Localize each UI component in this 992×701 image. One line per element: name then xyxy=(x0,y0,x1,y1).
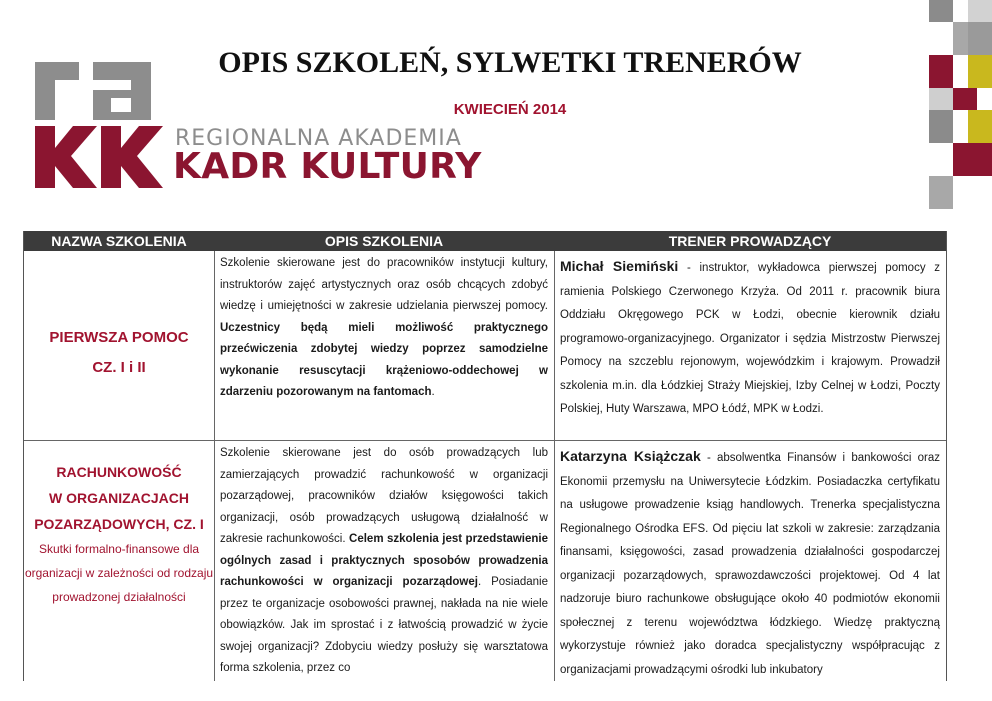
training-name-note: Skutki formalno-finansowe dla organizacji w zależności od rodzaju prowadzonej działalności xyxy=(24,542,214,604)
decor-square xyxy=(968,0,992,22)
training-name xyxy=(24,459,214,609)
trainer-name: Michał Siemiński xyxy=(560,258,679,274)
column-divider xyxy=(554,251,555,440)
page-date: KWIECIEŃ 2014 xyxy=(453,101,567,118)
training-name-line: CZ. I i II xyxy=(92,359,146,376)
logo-line-2: KADR KULTURY xyxy=(173,146,482,187)
decor-square xyxy=(953,88,977,110)
table-header xyxy=(24,231,946,251)
decor-square xyxy=(929,55,953,88)
training-description xyxy=(220,443,548,680)
trainer-profile xyxy=(560,445,940,681)
decor-square xyxy=(929,110,953,143)
decor-square xyxy=(968,110,992,143)
logo-kk-mark xyxy=(33,122,173,192)
page-title: OPIS SZKOLEŃ, SYLWETKI TRENERÓW xyxy=(218,46,802,79)
trainer-bio: - instruktor, wykładowca pierwszej pomocy z ramienia Polskiego Czerwonego Krzyża. Od 2011 r. pracownik biura Oddziału Okręgowego PCK w Łodzi, obecnie kierownik działu programowo-organizacyjnego. Organizator i sędzia Mistrzostw Pierwszej Pomocy na szczeblu rejonowym, wojewódzkim i krajowym. Prowadził szkolenia m.in. dla Łódzkiej Straży Miejskiej, Izby Celnej w Łodzi, Poczty Polskiej, Huty Warszawa, MPO Łódź, MPK w Łodzi. xyxy=(560,262,940,415)
logo-ra-mark xyxy=(33,58,173,122)
description-text: Szkolenie skierowane jest do pracowników instytucji kultury, instruktorów zajęć artystycznych oraz osób chcących zdobyć wiedzę i umiejętności w zakresie udzielania pierwszej pomocy. xyxy=(220,257,548,312)
training-name-line: RACHUNKOWOŚĆ xyxy=(56,464,182,480)
description-text: . xyxy=(431,386,435,398)
description-highlight: Uczestnicy będą mieli możliwość praktycznego przećwiczenia zdobytej wiedzy poprzez samodzielne wykonanie resuscytacji krążeniowo-oddechowej w zdarzeniu pozorowanym na fantomach xyxy=(220,321,548,398)
training-name xyxy=(24,323,214,383)
description-text: . Posiadanie przez te organizacje osobowości prawnej, nakłada na nie wiele obowiązków. Jak im sprostać i z łatwością prowadzić w życie swojej organizacji? Zdobyciu wiedzy posłuży się warsztatowa forma szkolenia, przez co xyxy=(220,576,548,674)
training-table xyxy=(23,231,947,681)
header-training-description: OPIS SZKOLENIA xyxy=(324,233,444,249)
table-row xyxy=(24,251,946,441)
decor-square xyxy=(968,55,992,88)
column-divider xyxy=(214,251,215,440)
training-name-line: W ORGANIZACJACH xyxy=(49,490,189,506)
table-row xyxy=(24,441,946,681)
header-training-name: NAZWA SZKOLENIA xyxy=(51,233,187,249)
trainer-profile xyxy=(560,255,940,422)
header-trainer: TRENER PROWADZĄCY xyxy=(668,233,832,249)
description-highlight: Celem szkolenia jest przedstawienie ogólnych zasad i praktycznych sposobów prowadzenia rachunkowości w organizacji pozarządowej xyxy=(220,533,548,588)
decor-square xyxy=(968,143,992,176)
decor-square xyxy=(929,88,953,110)
column-divider xyxy=(214,441,215,681)
training-name-line: POZARZĄDOWYCH, CZ. I xyxy=(34,516,204,532)
decor-square xyxy=(968,22,992,55)
trainer-name: Katarzyna Książczak xyxy=(560,448,701,464)
logo-line-1: REGIONALNA AKADEMIA xyxy=(175,126,462,151)
training-description xyxy=(220,253,548,404)
column-divider xyxy=(554,441,555,681)
description-text: Szkolenie skierowane jest do osób prowadzących lub zamierzających prowadzić rachunkowość w organizacji pozarządowej, pracowników działów księgowości takich organizacji, osób prowadzących usługową działalność w zakresie rachunkowości. xyxy=(220,447,548,545)
training-name-line: PIERWSZA POMOC xyxy=(49,329,189,346)
trainer-bio: - absolwentka Finansów i bankowości oraz Ekonomii przemysłu na Uniwersytecie Łódzkim. Posiadaczka certyfikatu na usługowe prowadzenie ksiąg handlowych. Trenerka specjalistyczna Regionalnego Ośrodka EFS. Od pięciu lat szkoli w zakresie: zarządzania finansami, księgowości, zasad prowadzenia działalności gospodarczej organizacji pozarządowych, sprawozdawczości projektowej. Od 4 lat nadzoruje biuro rachunkowe obsługujące około 40 podmiotów ekonomii społecznej z terenu województwa łódzkiego. Wiedzę praktyczną wykorzystuje również jako doradca specjalistyczny współpracując z organizacjami prowadzącymi ośrodki lub inkubatory xyxy=(560,452,940,676)
decor-square xyxy=(929,0,953,22)
decor-square xyxy=(929,176,953,209)
